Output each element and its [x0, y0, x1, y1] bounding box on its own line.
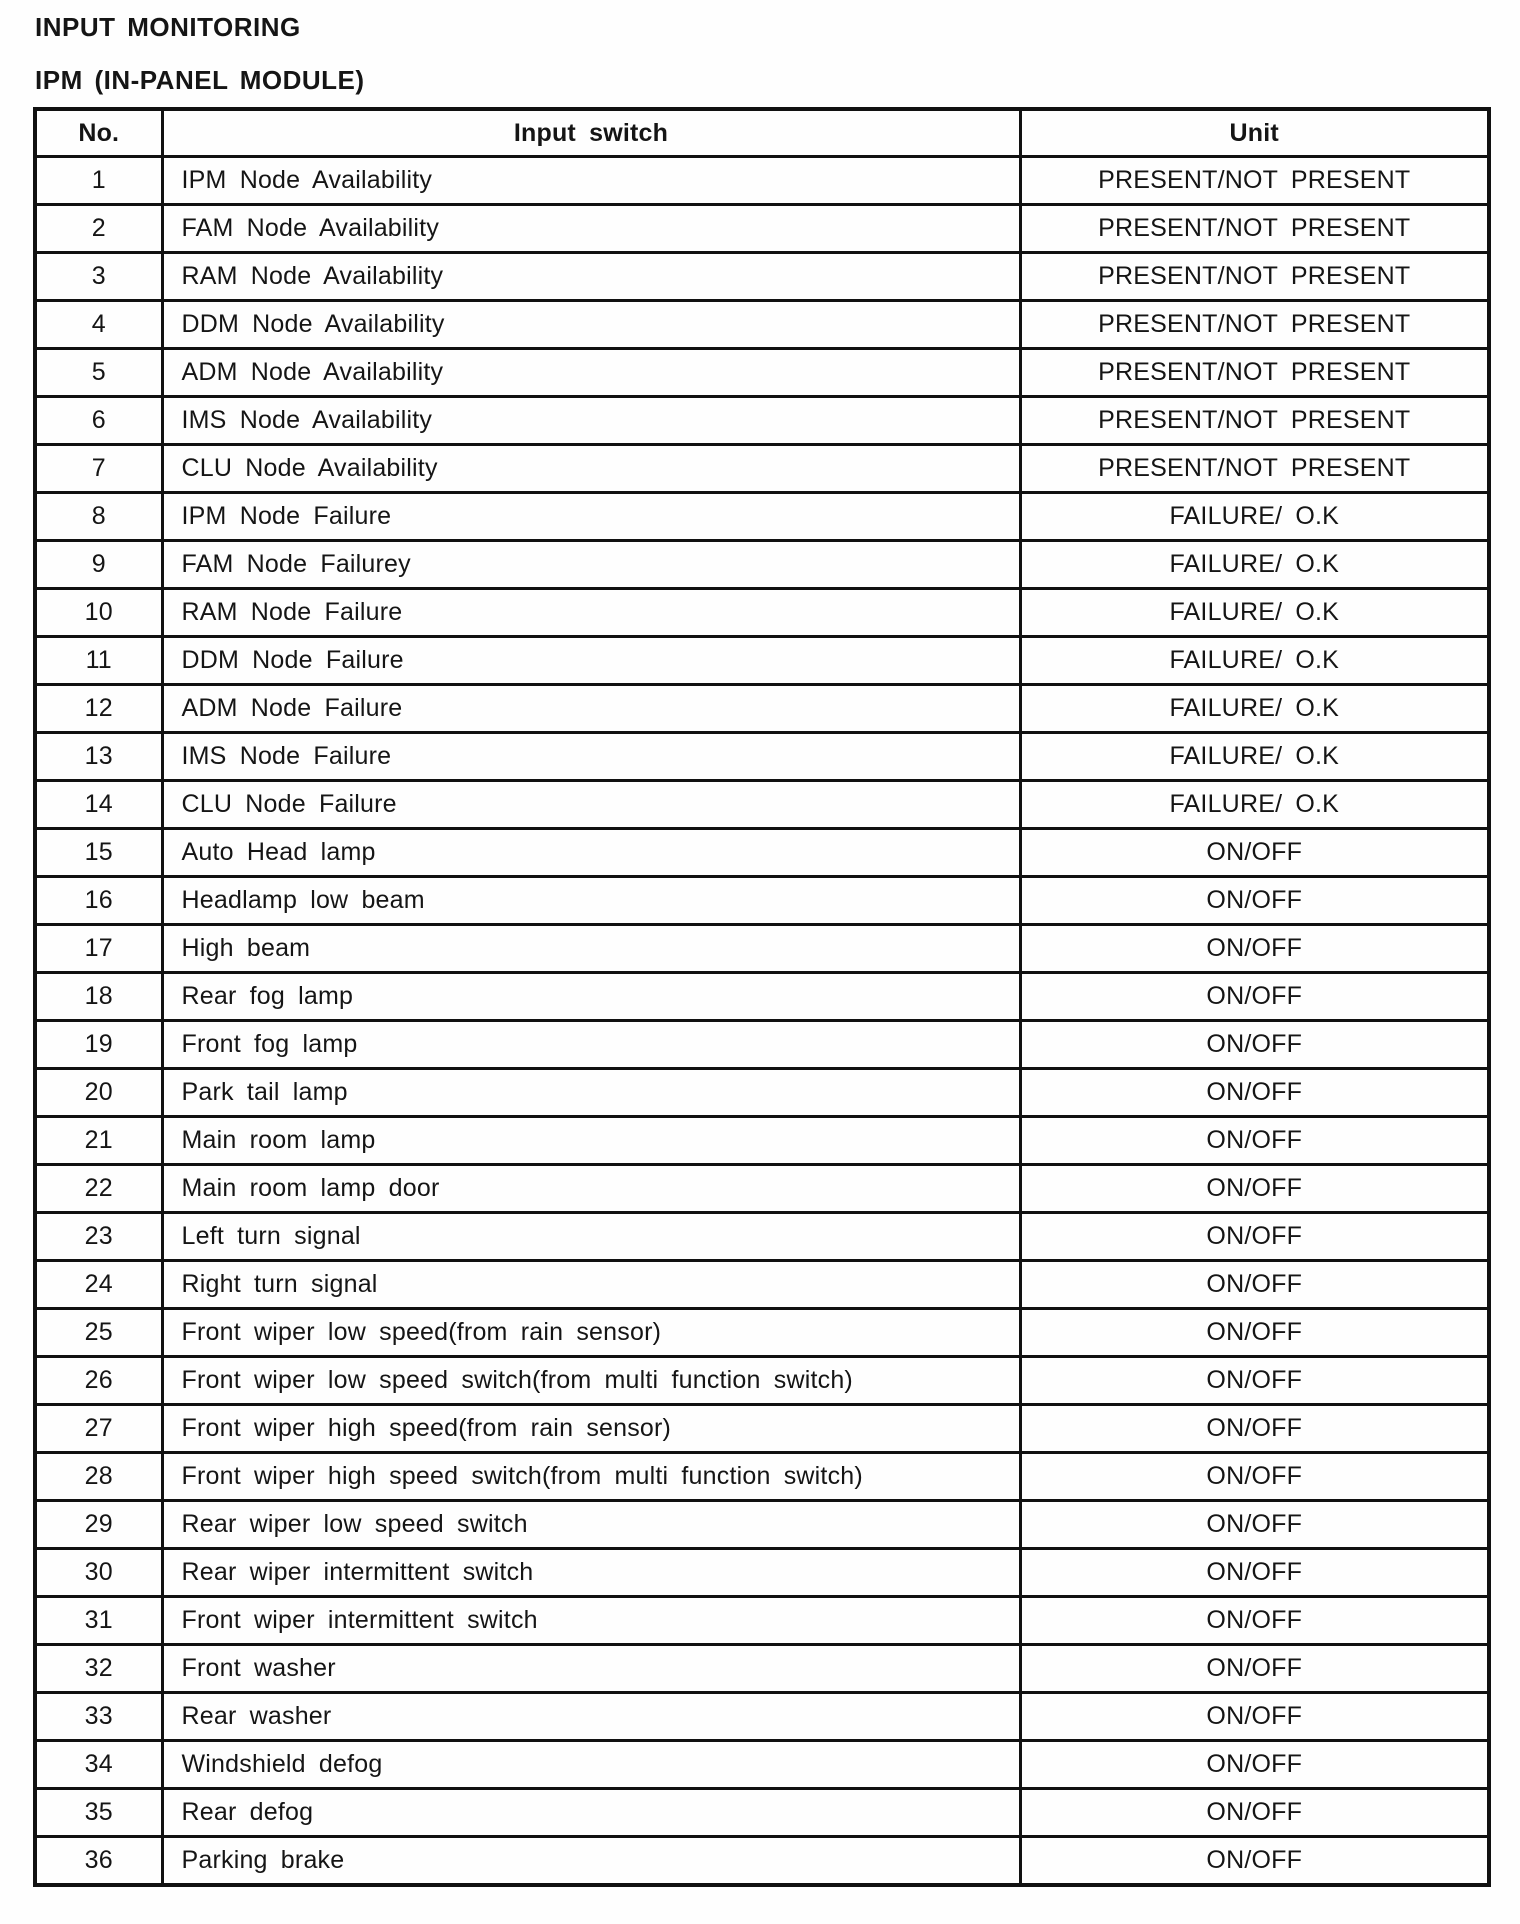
table-row	[35, 1501, 1489, 1549]
cell-no: 21	[35, 1117, 162, 1165]
cell-unit: ON/OFF	[1020, 877, 1489, 925]
cell-unit: FAILURE/ O.K	[1020, 685, 1489, 733]
cell-unit: ON/OFF	[1020, 1741, 1489, 1789]
cell-unit: ON/OFF	[1020, 1453, 1489, 1501]
cell-no: 1	[35, 157, 162, 205]
cell-input-switch: Headlamp low beam	[162, 877, 1020, 925]
heading-block	[35, 12, 365, 96]
table-row	[35, 157, 1489, 205]
table-header-row	[35, 109, 1489, 157]
cell-unit: ON/OFF	[1020, 973, 1489, 1021]
cell-unit: PRESENT/NOT PRESENT	[1020, 253, 1489, 301]
cell-no: 36	[35, 1837, 162, 1886]
cell-input-switch: IMS Node Availability	[162, 397, 1020, 445]
cell-input-switch: IPM Node Availability	[162, 157, 1020, 205]
cell-no: 5	[35, 349, 162, 397]
cell-unit: FAILURE/ O.K	[1020, 493, 1489, 541]
cell-no: 20	[35, 1069, 162, 1117]
table-row	[35, 1405, 1489, 1453]
cell-unit: ON/OFF	[1020, 1597, 1489, 1645]
cell-no: 15	[35, 829, 162, 877]
cell-unit: ON/OFF	[1020, 1309, 1489, 1357]
cell-input-switch: Parking brake	[162, 1837, 1020, 1886]
cell-unit: ON/OFF	[1020, 1165, 1489, 1213]
table-row	[35, 973, 1489, 1021]
table-row	[35, 877, 1489, 925]
cell-no: 4	[35, 301, 162, 349]
cell-no: 7	[35, 445, 162, 493]
cell-unit: PRESENT/NOT PRESENT	[1020, 301, 1489, 349]
cell-unit: ON/OFF	[1020, 1021, 1489, 1069]
cell-unit: PRESENT/NOT PRESENT	[1020, 397, 1489, 445]
table-row	[35, 1165, 1489, 1213]
cell-no: 12	[35, 685, 162, 733]
table-row	[35, 205, 1489, 253]
table-row	[35, 253, 1489, 301]
cell-unit: ON/OFF	[1020, 1357, 1489, 1405]
cell-no: 19	[35, 1021, 162, 1069]
cell-unit: FAILURE/ O.K	[1020, 733, 1489, 781]
cell-unit: FAILURE/ O.K	[1020, 541, 1489, 589]
cell-unit: ON/OFF	[1020, 1501, 1489, 1549]
page-title: INPUT MONITORING	[35, 12, 301, 42]
cell-unit: ON/OFF	[1020, 1117, 1489, 1165]
table-row	[35, 541, 1489, 589]
cell-no: 8	[35, 493, 162, 541]
cell-no: 13	[35, 733, 162, 781]
table-row	[35, 829, 1489, 877]
cell-no: 34	[35, 1741, 162, 1789]
cell-input-switch: Left turn signal	[162, 1213, 1020, 1261]
cell-input-switch: Park tail lamp	[162, 1069, 1020, 1117]
cell-input-switch: Main room lamp door	[162, 1165, 1020, 1213]
table-row	[35, 1309, 1489, 1357]
table-row	[35, 781, 1489, 829]
cell-no: 35	[35, 1789, 162, 1837]
cell-no: 2	[35, 205, 162, 253]
cell-no: 33	[35, 1693, 162, 1741]
table-row	[35, 1117, 1489, 1165]
cell-input-switch: CLU Node Failure	[162, 781, 1020, 829]
cell-no: 23	[35, 1213, 162, 1261]
cell-input-switch: CLU Node Availability	[162, 445, 1020, 493]
cell-no: 29	[35, 1501, 162, 1549]
cell-unit: PRESENT/NOT PRESENT	[1020, 445, 1489, 493]
cell-no: 25	[35, 1309, 162, 1357]
cell-input-switch: Right turn signal	[162, 1261, 1020, 1309]
table-row	[35, 1549, 1489, 1597]
cell-input-switch: Front wiper low speed switch(from multi function switch)	[162, 1357, 1020, 1405]
cell-input-switch: IPM Node Failure	[162, 493, 1020, 541]
cell-input-switch: Front wiper high speed switch(from multi function switch)	[162, 1453, 1020, 1501]
table-row	[35, 589, 1489, 637]
input-monitoring-table	[33, 107, 1491, 1887]
cell-input-switch: FAM Node Availability	[162, 205, 1020, 253]
table-row	[35, 1741, 1489, 1789]
col-header-input-switch: Input switch	[162, 109, 1020, 157]
cell-input-switch: Front wiper intermittent switch	[162, 1597, 1020, 1645]
table-row	[35, 349, 1489, 397]
table-row	[35, 1213, 1489, 1261]
cell-input-switch: RAM Node Availability	[162, 253, 1020, 301]
cell-no: 27	[35, 1405, 162, 1453]
cell-input-switch: ADM Node Availability	[162, 349, 1020, 397]
cell-input-switch: Front washer	[162, 1645, 1020, 1693]
cell-no: 24	[35, 1261, 162, 1309]
cell-unit: ON/OFF	[1020, 925, 1489, 973]
cell-no: 28	[35, 1453, 162, 1501]
cell-unit: ON/OFF	[1020, 1261, 1489, 1309]
cell-unit: ON/OFF	[1020, 1693, 1489, 1741]
cell-input-switch: FAM Node Failurey	[162, 541, 1020, 589]
cell-input-switch: Main room lamp	[162, 1117, 1020, 1165]
cell-unit: ON/OFF	[1020, 1213, 1489, 1261]
cell-no: 10	[35, 589, 162, 637]
cell-no: 22	[35, 1165, 162, 1213]
cell-input-switch: Rear wiper intermittent switch	[162, 1549, 1020, 1597]
cell-unit: ON/OFF	[1020, 1789, 1489, 1837]
cell-no: 30	[35, 1549, 162, 1597]
col-header-no: No.	[35, 109, 162, 157]
cell-unit: ON/OFF	[1020, 1069, 1489, 1117]
table-row	[35, 637, 1489, 685]
table-row	[35, 1837, 1489, 1886]
cell-input-switch: Front fog lamp	[162, 1021, 1020, 1069]
table-row	[35, 1453, 1489, 1501]
cell-input-switch: Rear fog lamp	[162, 973, 1020, 1021]
cell-unit: ON/OFF	[1020, 1549, 1489, 1597]
table-row	[35, 445, 1489, 493]
table-row	[35, 1789, 1489, 1837]
table-row	[35, 733, 1489, 781]
page-subtitle: IPM (IN-PANEL MODULE)	[35, 65, 365, 95]
cell-input-switch: Rear washer	[162, 1693, 1020, 1741]
cell-unit: PRESENT/NOT PRESENT	[1020, 205, 1489, 253]
cell-no: 9	[35, 541, 162, 589]
cell-input-switch: Front wiper high speed(from rain sensor)	[162, 1405, 1020, 1453]
cell-input-switch: High beam	[162, 925, 1020, 973]
table-row	[35, 1069, 1489, 1117]
table-row	[35, 397, 1489, 445]
cell-input-switch: Auto Head lamp	[162, 829, 1020, 877]
table-row	[35, 1357, 1489, 1405]
cell-unit: FAILURE/ O.K	[1020, 637, 1489, 685]
cell-input-switch: Rear wiper low speed switch	[162, 1501, 1020, 1549]
cell-input-switch: ADM Node Failure	[162, 685, 1020, 733]
table-row	[35, 1261, 1489, 1309]
cell-unit: FAILURE/ O.K	[1020, 781, 1489, 829]
cell-unit: ON/OFF	[1020, 1837, 1489, 1886]
table-row	[35, 1597, 1489, 1645]
table-row	[35, 1645, 1489, 1693]
cell-no: 16	[35, 877, 162, 925]
cell-input-switch: Rear defog	[162, 1789, 1020, 1837]
table-row	[35, 925, 1489, 973]
cell-input-switch: Front wiper low speed(from rain sensor)	[162, 1309, 1020, 1357]
cell-no: 3	[35, 253, 162, 301]
cell-input-switch: IMS Node Failure	[162, 733, 1020, 781]
cell-no: 6	[35, 397, 162, 445]
table-row	[35, 301, 1489, 349]
col-header-unit: Unit	[1020, 109, 1489, 157]
cell-unit: ON/OFF	[1020, 1405, 1489, 1453]
cell-no: 14	[35, 781, 162, 829]
cell-no: 32	[35, 1645, 162, 1693]
table-body	[35, 157, 1489, 1886]
cell-unit: PRESENT/NOT PRESENT	[1020, 157, 1489, 205]
cell-unit: ON/OFF	[1020, 1645, 1489, 1693]
cell-input-switch: RAM Node Failure	[162, 589, 1020, 637]
cell-no: 26	[35, 1357, 162, 1405]
cell-no: 11	[35, 637, 162, 685]
cell-input-switch: Windshield defog	[162, 1741, 1020, 1789]
cell-unit: ON/OFF	[1020, 829, 1489, 877]
cell-no: 31	[35, 1597, 162, 1645]
cell-input-switch: DDM Node Failure	[162, 637, 1020, 685]
table-row	[35, 493, 1489, 541]
table-row	[35, 1021, 1489, 1069]
cell-unit: FAILURE/ O.K	[1020, 589, 1489, 637]
table-row	[35, 1693, 1489, 1741]
table-row	[35, 685, 1489, 733]
cell-no: 18	[35, 973, 162, 1021]
cell-no: 17	[35, 925, 162, 973]
cell-unit: PRESENT/NOT PRESENT	[1020, 349, 1489, 397]
cell-input-switch: DDM Node Availability	[162, 301, 1020, 349]
